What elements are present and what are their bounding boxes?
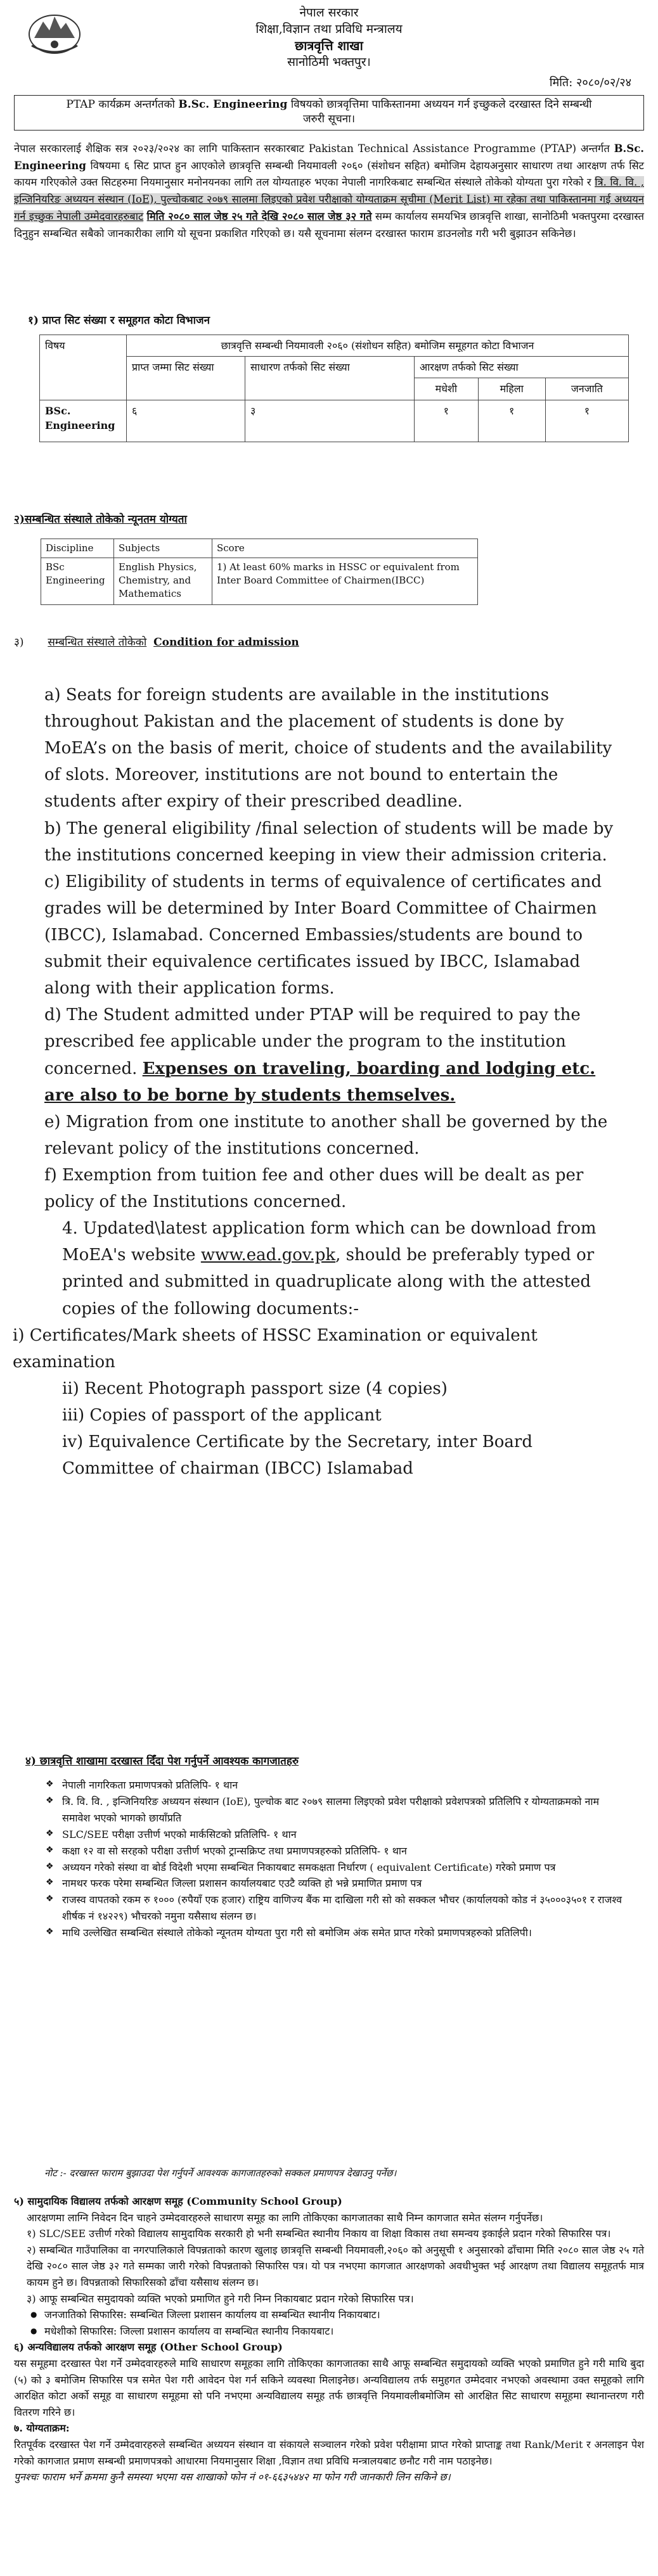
condition-f: f) Exemption from tuition fee and other dues will be dealt as per policy of the Institutions concerned.	[44, 1165, 584, 1212]
requirements-table	[41, 539, 478, 605]
letterhead	[0, 0, 658, 95]
req-col-discipline: Discipline	[41, 539, 114, 558]
condition-a: a) Seats for foreign students are available in the institutions throughout Pakistan and the placement of students is done by MoEA’s on the basis of merit, choice of students and the availability of slots. Moreover, institutions are not bound to entertain the students after expiry of their prescribed deadline.	[44, 685, 612, 812]
doc-item: ❖ SLC/SEE परीक्षा उत्तीर्ण भएको मार्कसिटको प्रतिलिपि- १ थान	[44, 1827, 628, 1843]
intro-text-a: नेपाल सरकारलाई शैक्षिक सत्र २०२३/२०२४ का लागि पाकिस्तान सरकारबाट Pakistan Technical Assistance Programme (PTAP) अन्तर्गत	[14, 143, 614, 155]
condition-4-post: , should be preferably typed or printed and submitted in quadruplicate along with the attested copies of the following documents:-	[62, 1246, 595, 1318]
condition-d	[44, 1002, 615, 1108]
req-row-subjects: English Physics, Chemistry, and Mathematics	[114, 558, 212, 605]
doc-item: ❖ नेपाली नागरिकता प्रमाणपत्रको प्रतिलिपि- १ थान	[44, 1777, 628, 1794]
intro-deadline: मिति २०८० साल जेष्ठ २५ गते देखि २०८० साल जेष्ठ ३२ गते	[146, 210, 372, 222]
intro-text-b: विषयमा ६ सिट प्राप्त हुन आएकोले छात्रवृत्ति सम्बन्धी नियमावली २०६० (संशोधन सहित) बमोजिम देहायअनुसार साधारण तथा आरक्षण तर्फ सिट कायम गरिएकोले उक्त सिटहरुमा नियमानुसार मनोनयनका लागि तल योग्यताहरु भएका नेपाली नागरिकबाट सम्बन्धित संस्थाले तोकेको योग्यता पुरा गरेको र	[14, 159, 644, 189]
condition-b: b) The general eligibility /final selection of students will be made by the institutions concerned keeping in view their admission criteria.	[44, 819, 614, 865]
quota-row-janajati: १	[545, 400, 628, 442]
condition-4	[44, 1215, 615, 1322]
admission-conditions	[13, 682, 615, 1482]
quota-row-madhesi: १	[415, 400, 479, 442]
office-address: सानोठिमी भक्तपुर।	[287, 55, 371, 70]
notice-date: मिति: २०८०/०२/२४	[549, 76, 631, 89]
section4-heading: ४) छात्रवृत्ति शाखामा दरखास्त दिँदा पेश गर्नुपर्ने आवश्यक कागजातहरु	[25, 1755, 299, 1768]
section2-heading: २)सम्बन्धित संस्थाले तोकेको न्यूनतम योग्यता	[14, 513, 187, 526]
quota-col-women: महिला	[478, 378, 545, 400]
document-iii: iii) Copies of passport of the applicant	[62, 1405, 382, 1425]
section4-note: नोट :- दरखास्त फाराम बुझाउदा पेश गर्नुपर्ने आवश्यक कागजातहरुको सक्कल प्रमाणपत्र देखाउनु पर्नेछ।	[44, 2167, 397, 2179]
quota-col-reserved: आरक्षण तर्फको सिट संख्या	[415, 357, 629, 378]
quota-row-total: ६	[127, 400, 245, 442]
notice-title-box	[14, 95, 644, 131]
condition-c: c) Eligibility of students in terms of equivalence of certificates and grades will be determined by Inter Board Committee of Chairmen (IBCC), Islamabad. Concerned Embassies/students are bound to submit their equivalence certificates issued by IBCC, Islamabad along with their application forms.	[44, 872, 602, 998]
moea-website-link[interactable]: www.ead.gov.pk	[200, 1246, 336, 1265]
notice-title-subject: B.Sc. Engineering	[178, 98, 288, 111]
section6-text: यस समूहमा दरखास्त पेश गर्ने उम्मेदवारहरुले माथि साधारण समूहका लागि तोकिएका कागजातका साथै आफू सम्बन्धित समुदायको व्यक्ति भएको प्रमाणित हुने गरी माथि बुदा (५) को ३ बमोजिम सिफारिस पत्र समेत पेश गरी आवेदन पेश गर्न सकिने व्यवस्था मिलाइनेछ। अन्यविद्यालय तर्फ समुहगत उम्मेदवार नभएको अवस्थामा उक्त समूहको लागि आरक्षित कोटा अर्को समूह वा साधारण समूहमा सो पनि नभएमा अन्यविद्यालय समूह तर्फ छात्रवृत्ति नियमावलीबमोजिम सो आरक्षित सिट साधारण समूहमा स्थानान्तरण गरी वितरण गरिने छ।	[14, 2357, 644, 2418]
condition-d-text: d) The Student admitted under PTAP will be required to pay the prescribed fee applicable under the program to the institution concerned.	[44, 1005, 581, 1078]
quota-row-general: ३	[245, 400, 415, 442]
document-i: i) Certificates/Mark sheets of HSSC Examination or equivalent examination	[13, 1325, 538, 1372]
section5-bullet-madhesi: ● मधेशीको सिफारिस: जिल्ला प्रशासन कार्यालय वा सम्बन्धित स्थानीय निकायबाट।	[14, 2323, 644, 2340]
doc-item: ❖ कक्षा १२ वा सो सरहको परीक्षा उत्तीर्ण भएको ट्रान्सक्रिप्ट तथा प्रमाणपत्रहरुको प्रतिलिपि- १ थान	[44, 1843, 628, 1859]
notice-title-post: विषयको छात्रवृत्तिमा पाकिस्तानमा अध्ययन गर्न इच्छुकले दरखास्त दिने सम्बन्धी	[287, 98, 592, 111]
gov-name: नेपाल सरकार	[299, 6, 359, 20]
intro-highlight: त्रि. वि. वि. , इन्जिनियरिङ अध्ययन संस्थान (IoE), पुल्चोकबाट २०७९ सालमा लिइएको प्रवेश परीक्षाको योग्यताक्रम सूचीमा (Merit List) मा रहेका तथा पाकिस्तानमा गई अध्ययन गर्न इच्छुक नेपाली उम्मेदवारहरुबाट	[14, 176, 644, 222]
condition-e: e) Migration from one institute to another shall be governed by the relevant policy of the institutions concerned.	[44, 1112, 608, 1158]
notice-title-line2: जरुरी सूचना।	[302, 112, 356, 125]
section3-heading-en: Condition for admission	[153, 636, 299, 649]
condition-d-expenses: Expenses on traveling, boarding and lodging etc. are also to be borne by students themselves.	[44, 1059, 596, 1105]
doc-item: ❖ राजस्व वापतको रकम रु १००० (रुपैयाँ एक हजार) राष्ट्रिय वाणिज्य बैंक मा दाखिला गरी सो को सक्कल भौचर (कार्यालयको कोड नं ३५०००३५०१ र राजश्व शीर्षक नं १४२२९) भौचरको नमुना यसैसाथ संलग्न छ।	[44, 1892, 628, 1925]
doc-item: ❖ नामथर फरक परेमा सम्बन्धित जिल्ला प्रशासन कार्यालयबाट एउटै व्यक्ति हो भन्ने प्रमाणित प्रमाण पत्र	[44, 1875, 628, 1892]
intro-text-d: सम्म कार्यालय समयभित्र छात्रवृत्ति शाखा, सानोठिमी भक्तपुरमा दरखास्त दिनुहुन सम्बन्धित सबैको जानकारीका लागि यो सूचना प्रकाशित गरिएको छ। यसै सूचनामा संलग्न दरखास्त फाराम डाउनलोड गरी भरी बुझाउन सकिनेछ।	[14, 210, 645, 239]
section5-bullet-janajati: ● जनजातिको सिफारिस: सम्बन्धित जिल्ला प्रशासन कार्यालय वा सम्बन्धित स्थानीय निकायबाट।	[14, 2307, 644, 2323]
section3-heading-np: सम्बन्धित संस्थाले तोकेको	[48, 636, 147, 649]
section1-heading: १) प्राप्त सिट संख्या र समूहगत कोटा विभाजन	[28, 314, 210, 327]
section7-text: रितपूर्वक दरखास्त पेश गर्ने उम्मेदवारहरुले सम्बन्धित अध्ययन संस्थान वा संकायले सञ्चालन गरेको प्रवेश परीक्षामा प्राप्त गरेको प्राप्ताङ्क तथा Rank/Merit र अनलाइन पेश गरेको कागजात प्रमाण सम्बन्धी प्रमाणपत्रको आधारमा नियमानुसार शिक्षा ,विज्ञान तथा प्रविधि मन्त्रालयबाट छनौट गरी नाम पठाइनेछ।	[14, 2438, 644, 2467]
quota-col-total: प्राप्त जम्मा सिट संख्या	[127, 357, 245, 400]
req-row-discipline: BSc Engineering	[41, 558, 114, 605]
quota-col-subject: विषय	[40, 335, 127, 400]
quota-table	[39, 335, 629, 442]
quota-col-madhesi: मधेशी	[415, 378, 479, 400]
document-ii: ii) Recent Photograph passport size (4 copies)	[62, 1379, 448, 1398]
quota-row-subject: BSc. Engineering	[40, 400, 127, 442]
section5-heading: ५) सामुदायिक विद्यालय तर्फको आरक्षण समूह (Community School Group)	[14, 2195, 342, 2207]
quota-col-rule: छात्रवृत्ति सम्बन्धी नियमावली २०६० (संशोधन सहित) बमोजिम समूहगत कोटा विभाजन	[127, 335, 629, 357]
section-name: छात्रवृत्ति शाखा	[295, 38, 363, 54]
condition-4-pre: 4. Updated\latest application form which can be download from MoEA's website	[62, 1219, 597, 1265]
req-row-score: 1) At least 60% marks in HSSC or equivalent from Inter Board Committee of Chairmen(IBCC)	[212, 558, 478, 605]
doc-item: ❖ त्रि. वि. वि. , इन्जिनियरिङ अध्ययन संस्थान (IoE), पुल्चोक बाट २०७९ सालमा लिइएको प्रवेश परीक्षाको प्रवेशपत्रको प्रतिलिपि र योग्यताक्रमको नाम समावेश भएको भागको छायाँप्रति	[44, 1794, 628, 1827]
ministry-name: शिक्षा,विज्ञान तथा प्रविधि मन्त्रालय	[255, 22, 403, 36]
section6-heading: ६) अन्यविद्यालय तर्फको आरक्षण समूह (Other School Group)	[14, 2341, 283, 2354]
quota-col-general: साधारण तर्फको सिट संख्या	[245, 357, 415, 400]
required-documents-list	[44, 1777, 628, 1941]
section5-item1: १) SLC/SEE उत्तीर्ण गरेको विद्यालय सामुदायिक सरकारी हो भनी सम्बन्धित स्थानीय निकाय वा शिक्षा विकास तथा समन्वय इकाईले प्रदान गरेको सिफारिस पत्र।	[27, 2228, 611, 2240]
section3-number: ३)	[14, 636, 24, 649]
section5-item3: ३) आफू सम्बन्धित समुदायको व्यक्ति भएको प्रमाणित हुने गरी निम्न निकायबाट प्रदान गरेको सिफारिस पत्र।	[27, 2292, 414, 2305]
req-col-score: Score	[212, 539, 478, 558]
quota-row-women: १	[478, 400, 545, 442]
intro-subject: B.Sc. Engineering	[14, 143, 644, 172]
section3-heading	[14, 635, 299, 651]
intro-paragraph	[14, 141, 644, 242]
doc-item: ❖ अध्ययन गरेको संस्था वा बोर्ड विदेशी भएमा सम्बन्धित निकायबाट समकक्षता निर्धारण ( equivalent Certificate) गरेको प्रमाण पत्र	[44, 1859, 628, 1876]
quota-col-janajati: जनजाति	[545, 378, 628, 400]
section5-block	[14, 2193, 644, 2485]
section5-intro: आरक्षणमा लाग्नि निवेदन दिन चाहने उम्मेदवारहरुले साधारण समूह का लागि तोकिएका कागजातका साथै निम्न कागजात समेत संलग्न गर्नुपर्नेछ।	[27, 2211, 543, 2224]
section7-heading: ७. योग्यताक्रम:	[14, 2422, 70, 2435]
section5-item2: २) सम्बन्धित गाउँपालिका वा नगरपालिकाले विपन्नताको कारण खुलाइ छात्रवृत्ति सम्बन्धी नियमावली,२०६० को अनुसूची १ अनुसारको ढाँचामा मिति २०८० साल जेष्ठ २५ गते देखि २०८० साल जेष्ठ ३२ गते सम्मका जारी गरेको विपन्नताको सिफारिस पत्र। यो पत्र नभएमा कागजात आरक्षणको अवधीभुक्त भई आरक्षण तथा विद्यालय समूहतर्फ मात्र कायम हुने छ। विपन्नताको सिफारिसको ढाँचा यसैसाथ संलग्न छ।	[27, 2243, 644, 2288]
document-iv: iv) Equivalence Certificate by the Secretary, inter Board Committee of chairman (IBCC) Islamabad	[62, 1432, 533, 1479]
req-col-subjects: Subjects	[114, 539, 212, 558]
notice-title-pre: PTAP कार्यक्रम अन्तर्गतको	[66, 98, 179, 111]
footer-note: पुनश्चः फाराम भर्ने क्रममा कुनै समस्या भएमा यस शाखाको फोन नं ०१-६६३५४४२ मा फोन गरी जानकारी लिन सकिने छ।	[14, 2471, 451, 2484]
doc-item: ❖ माथि उल्लेखित सम्बन्धित संस्थाले तोकेको न्यूनतम योग्यता पुरा गरी सो बमोजिम अंक समेत प्राप्त गरेको प्रमाणपत्रहरुको प्रतिलिपी।	[44, 1925, 628, 1941]
